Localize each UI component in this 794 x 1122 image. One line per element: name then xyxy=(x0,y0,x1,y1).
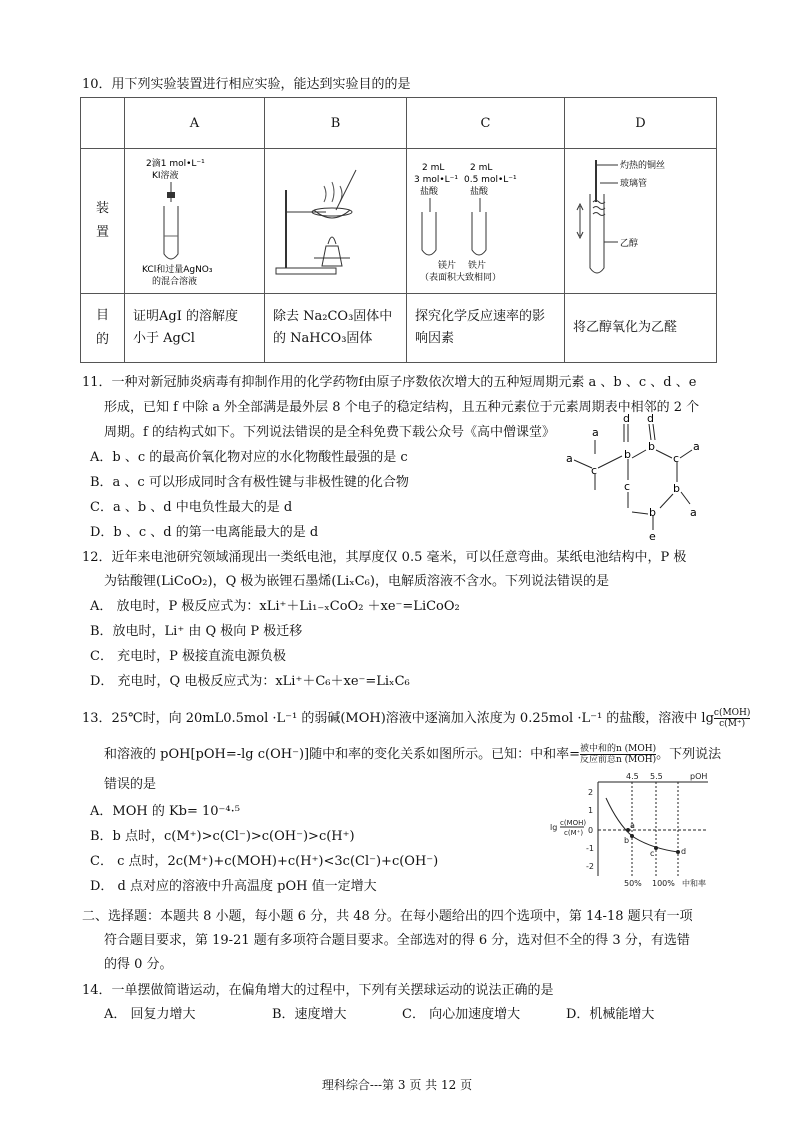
apparatus-d xyxy=(565,149,717,294)
a-fig-top1: 2滴1 mol•L⁻¹ xyxy=(146,159,205,169)
q13-option-c: C． c 点时，2c(M⁺)+c(MOH)+c(H⁺)<3c(Cl⁻)+c(OH⁻) xyxy=(90,854,439,869)
c-fig-b1: 镁片 xyxy=(438,261,457,271)
atom-label: a xyxy=(566,452,573,465)
structure-formula xyxy=(560,412,710,542)
y-tick: 0 xyxy=(588,826,594,835)
q14-option-c: C． 向心加速度增大 xyxy=(402,1007,521,1022)
col-c: C xyxy=(407,98,565,149)
y-axis-prefix: lg xyxy=(550,823,558,832)
top-tick-5-5: 5.5 xyxy=(650,772,663,781)
q13-line1 xyxy=(82,708,750,729)
atom-label: b xyxy=(624,448,631,461)
q13-line2b-text: 。下列说法 xyxy=(656,747,722,762)
a-fig-bot1: KCl和过量AgNO₃ xyxy=(142,265,213,275)
point-c: c xyxy=(650,849,655,858)
atom-label: b xyxy=(649,506,656,519)
a-fig-bot2: 的混合溶液 xyxy=(152,277,198,287)
point-b: b xyxy=(624,836,630,845)
curve-line xyxy=(606,798,678,852)
q13-fraction2: $\frac{\text{被中和的n (MOH)}}{\text{反应前总n (MOH)}}$ xyxy=(579,744,657,765)
y-tick: 2 xyxy=(588,788,594,797)
q12-line1: 12．近年来电池研究领域涌现出一类纸电池，其厚度仅 0.5 毫米，可以任意弯曲。某纸电池结构中，P 极 xyxy=(82,550,687,565)
atom-label: d xyxy=(647,412,654,425)
test-tube-left-icon xyxy=(422,212,436,255)
glass-tube-icon xyxy=(590,194,604,273)
atom-label: c xyxy=(673,452,680,465)
x-axis-label: 中和率 xyxy=(682,879,706,888)
q11-line1: 11．一种对新冠肺炎病毒有抑制作用的化学药物f由原子序数依次增大的五种短周期元素 a 、b 、c 、d 、e xyxy=(82,375,697,390)
q10-table xyxy=(80,97,717,363)
atom-label: b xyxy=(648,440,655,453)
q11-option-c: C．a 、b 、d 中电负性最大的是 d xyxy=(90,500,293,515)
q12-option-d: D． 充电时，Q 电极反应式为：xLi⁺＋C₆＋xe⁻=LiₓC₆ xyxy=(90,674,410,689)
c-fig-l1: 2 mL xyxy=(422,163,445,173)
section2-line3: 的得 0 分。 xyxy=(104,957,173,972)
section2-line1: 二、选择题：本题共 8 小题，每小题 6 分，共 48 分。在每小题给出的四个选项中，第 14-18 题只有一项 xyxy=(82,909,693,924)
atom-label: c xyxy=(591,464,598,477)
q14-option-b: B．速度增大 xyxy=(272,1007,347,1022)
point-d: d xyxy=(681,847,687,856)
q13-line3: 错误的是 xyxy=(104,777,157,792)
aim-b: 除去 Na₂CO₃固体中 的 NaHCO₃固体 xyxy=(265,294,407,363)
atom-label: a xyxy=(690,506,697,519)
q11-line2: 形成，已知 f 中除 a 外全部满是最外层 8 个电子的稳定结构，且五种元素位于元素周期表中相邻的 2 个 xyxy=(104,400,700,415)
atom-label: b xyxy=(673,482,680,495)
x-tick-100: 100% xyxy=(652,879,675,888)
q13-line2a-text: 和溶液的 pOH[pOH=-lg c(OH⁻)]随中和率的变化关系如图所示。已知：中和率= xyxy=(104,747,580,762)
atom-label: e xyxy=(649,530,656,542)
q14-option-d: D．机械能增大 xyxy=(566,1007,655,1022)
c-fig-r3: 盐酸 xyxy=(470,187,489,197)
table-corner xyxy=(81,98,125,149)
top-tick-4-5: 4.5 xyxy=(626,772,639,781)
atom-label: d xyxy=(623,412,630,425)
x-tick-50: 50% xyxy=(624,879,642,888)
apparatus-label: 装 置 xyxy=(81,149,125,294)
y-axis-num: c(MOH) xyxy=(560,819,587,827)
q13-line1-text: 13．25℃时，向 20mL0.5mol ·L⁻¹ 的弱碱(MOH)溶液中逐滴加入浓度为 0.25mol ·L⁻¹ 的盐酸，溶液中 lg xyxy=(82,711,714,726)
col-a: A xyxy=(125,98,265,149)
d-fig-t2: 玻璃管 xyxy=(620,179,648,189)
test-tube-icon xyxy=(164,206,178,259)
y-tick: -1 xyxy=(586,844,594,853)
d-fig-t1: 灼热的铜丝 xyxy=(620,161,666,171)
evaporating-setup-icon xyxy=(266,150,406,288)
neutralization-graph xyxy=(548,770,716,890)
q12-option-b: B．放电时，Li⁺ 由 Q 极向 P 极迁移 xyxy=(90,624,303,639)
q13-option-d: D． d 点对应的溶液中升高温度 pOH 值一定增大 xyxy=(90,879,377,894)
aim-a: 证明AgI 的溶解度 小于 AgCl xyxy=(125,294,265,363)
y-axis-den: c(M⁺) xyxy=(564,829,584,837)
atom-label: c xyxy=(624,480,631,493)
col-b: B xyxy=(265,98,407,149)
page-footer: 理科综合---第 3 页 共 12 页 xyxy=(321,1078,473,1092)
q13-option-a: A．MOH 的 Kb= 10⁻⁴·⁵ xyxy=(90,804,240,819)
atom-label: a xyxy=(693,440,700,453)
q12-line2: 为钴酸锂(LiCoO₂)，Q 极为嵌锂石墨烯(LiₓC₆)，电解质溶液不含水。下列说法错误的是 xyxy=(104,574,609,589)
q11-line3: 周期。f 的结构式如下。下列说法错误的是全科免费下载公众号《高中僧课堂》 xyxy=(104,425,555,440)
c-fig-b2: 铁片 xyxy=(468,261,487,271)
aim-d: 将乙醇氧化为乙醛 xyxy=(565,294,717,363)
top-axis-label: pOH xyxy=(690,772,708,781)
point-a: a xyxy=(630,821,635,830)
y-tick: 1 xyxy=(588,806,594,815)
aim-label: 目 的 xyxy=(81,294,125,363)
c-fig-l2: 3 mol•L⁻¹ xyxy=(414,175,459,185)
q11-option-d: D．b 、c 、d 的第一电离能最大的是 d xyxy=(90,525,319,540)
col-d: D xyxy=(565,98,717,149)
q10-stem: 10．用下列实验装置进行相应实验，能达到实验目的的是 xyxy=(82,77,411,92)
d-fig-t3: 乙醇 xyxy=(620,239,639,249)
q12-option-a: A． 放电时，P 极反应式为：xLi⁺＋Li₁₋ₓCoO₂ ＋xe⁻=LiCoO₂ xyxy=(90,599,460,614)
section2-line2: 符合题目要求，第 19-21 题有多项符合题目要求。全部选对的得 6 分，选对但不全的得 3 分，有选错 xyxy=(104,933,690,948)
dropper-icon xyxy=(167,192,175,198)
q13-fraction1: $\frac{\text{c(MOH)}}{c(M^+)}$ xyxy=(713,708,751,729)
atom-label: a xyxy=(592,426,599,439)
q11-option-a: A．b 、c 的最高价氧化物对应的水化物酸性最强的是 c xyxy=(90,450,408,465)
c-fig-b3: （表面积大致相同） xyxy=(420,273,502,283)
c-fig-l3: 盐酸 xyxy=(420,187,439,197)
c-fig-r1: 2 mL xyxy=(470,163,493,173)
apparatus-c xyxy=(407,149,565,294)
q14-option-a: A． 回复力增大 xyxy=(104,1007,196,1022)
y-tick: -2 xyxy=(586,862,594,871)
q13-option-b: B．b 点时，c(M⁺)>c(Cl⁻)>c(OH⁻)>c(H⁺) xyxy=(90,829,355,844)
q11-option-b: B．a 、c 可以形成同时含有极性键与非极性键的化合物 xyxy=(90,475,409,490)
a-fig-top2: KI溶液 xyxy=(152,171,179,181)
aim-c: 探究化学反应速率的影 响因素 xyxy=(407,294,565,363)
apparatus-b xyxy=(265,149,407,294)
apparatus-a xyxy=(125,149,265,294)
q14-stem: 14．一单摆做简谐运动，在偏角增大的过程中，下列有关摆球运动的说法正确的是 xyxy=(82,983,554,998)
q13-line2 xyxy=(104,744,721,765)
q12-option-c: C． 充电时，P 极接直流电源负极 xyxy=(90,649,286,664)
test-tube-right-icon xyxy=(472,212,486,255)
c-fig-r2: 0.5 mol•L⁻¹ xyxy=(464,175,517,185)
